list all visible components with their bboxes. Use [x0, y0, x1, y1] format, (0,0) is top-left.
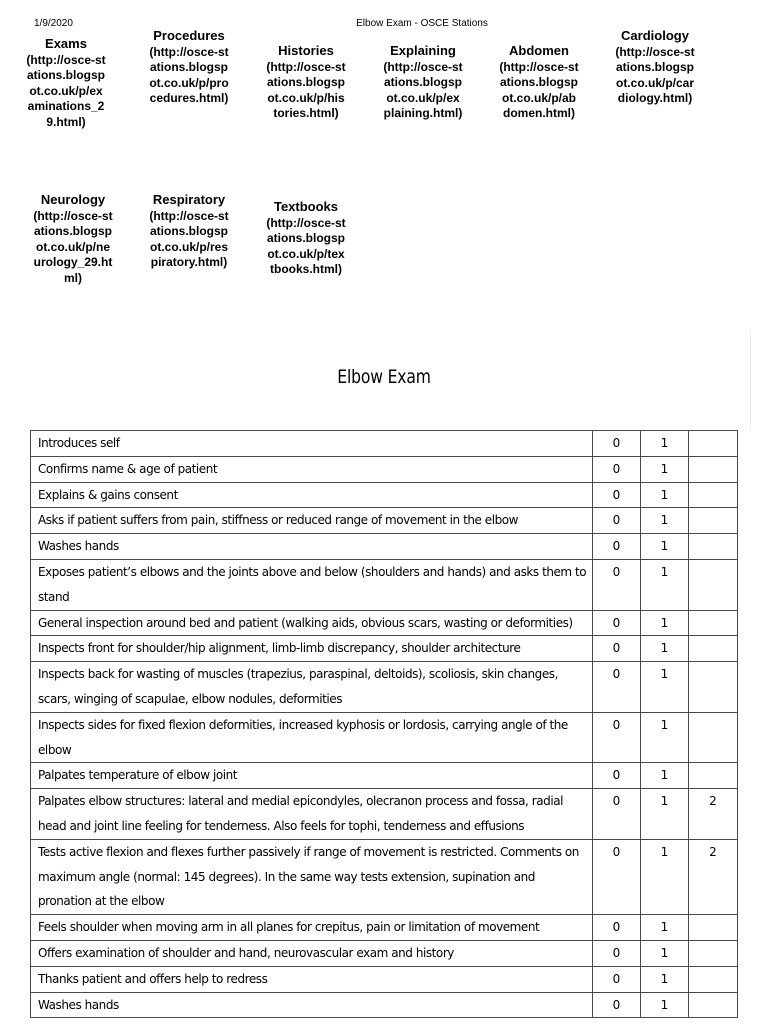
nav-link-url: (http://osce-stations.blogspot.co.uk/p/abdomen.html) — [499, 59, 579, 120]
score-2-cell — [689, 712, 738, 763]
score-1-cell: 1 — [641, 992, 689, 1018]
score-1-cell: 1 — [641, 482, 689, 508]
nav-link-label: Histories — [278, 43, 334, 58]
page-title: Elbow Exam — [337, 366, 431, 388]
table-row — [31, 789, 738, 840]
print-title: Elbow Exam - OSCE Stations — [356, 18, 488, 29]
step-text: Asks if patient suffers from pain, stiffness or reduced range of movement in the elbow — [31, 508, 593, 534]
nav-link-label: Textbooks — [273, 199, 339, 214]
score-2-cell — [689, 763, 738, 789]
nav-link-label: Exams — [45, 36, 87, 51]
table-row — [31, 610, 738, 636]
score-0-cell: 0 — [593, 839, 641, 914]
table-row — [31, 534, 738, 560]
table-row — [31, 763, 738, 789]
nav-link-url: (http://osce-stations.blogspot.co.uk/p/histories.html) — [266, 59, 346, 120]
step-text: Feels shoulder when moving arm in all planes for crepitus, pain or limitation of movement — [31, 915, 593, 941]
nav-link-url: (http://osce-stations.blogspot.co.uk/p/respiratory.html) — [149, 208, 229, 269]
score-2-cell: 2 — [689, 839, 738, 914]
step-text: Offers examination of shoulder and hand, neurovascular exam and history — [31, 940, 593, 966]
table-row — [31, 940, 738, 966]
nav-link-label: Explaining — [390, 43, 456, 58]
score-2-cell — [689, 662, 738, 713]
nav-link-url: (http://osce-stations.blogspot.co.uk/p/explaining.html) — [383, 59, 463, 120]
nav-link-histories[interactable] — [266, 43, 346, 122]
nav-link-label: Procedures — [153, 28, 225, 43]
nav-link-cardiology[interactable] — [615, 28, 695, 107]
score-0-cell: 0 — [593, 534, 641, 560]
step-text: Palpates temperature of elbow joint — [31, 763, 593, 789]
step-text: Tests active flexion and flexes further passively if range of movement is restricted. Comments on maximum angle (normal: 145 degrees). In the same way tests extension, supination and pronation at the elbow — [31, 839, 593, 914]
score-0-cell: 0 — [593, 915, 641, 941]
nav-link-url: (http://osce-stations.blogspot.co.uk/p/neurology_29.html) — [33, 208, 113, 285]
step-text: Washes hands — [31, 534, 593, 560]
step-text: Confirms name & age of patient — [31, 456, 593, 482]
step-text: Explains & gains consent — [31, 482, 593, 508]
score-1-cell: 1 — [641, 763, 689, 789]
table-row — [31, 992, 738, 1018]
nav-link-exams[interactable] — [26, 36, 106, 130]
score-0-cell: 0 — [593, 610, 641, 636]
score-2-cell — [689, 431, 738, 457]
nav-link-procedures[interactable] — [149, 28, 229, 107]
score-1-cell: 1 — [641, 431, 689, 457]
score-2-cell — [689, 482, 738, 508]
nav-link-url: (http://osce-stations.blogspot.co.uk/p/procedures.html) — [149, 44, 229, 105]
print-date: 1/9/2020 — [34, 18, 73, 29]
score-1-cell: 1 — [641, 839, 689, 914]
score-1-cell: 1 — [641, 559, 689, 610]
table-row — [31, 839, 738, 914]
checklist-table — [30, 430, 738, 1018]
table-row — [31, 559, 738, 610]
nav-link-label: Respiratory — [152, 192, 226, 207]
step-text: Thanks patient and offers help to redress — [31, 966, 593, 992]
score-2-cell — [689, 992, 738, 1018]
score-1-cell: 1 — [641, 508, 689, 534]
score-2-cell — [689, 940, 738, 966]
table-row — [31, 482, 738, 508]
score-2-cell — [689, 610, 738, 636]
score-0-cell: 0 — [593, 482, 641, 508]
score-1-cell: 1 — [641, 456, 689, 482]
table-row — [31, 662, 738, 713]
score-2-cell — [689, 966, 738, 992]
table-row — [31, 966, 738, 992]
score-2-cell — [689, 534, 738, 560]
nav-link-abdomen[interactable] — [499, 43, 579, 122]
score-0-cell: 0 — [593, 789, 641, 840]
table-row — [31, 508, 738, 534]
nav-link-respiratory[interactable] — [149, 192, 229, 271]
nav-link-url: (http://osce-stations.blogspot.co.uk/p/examinations_29.html) — [26, 52, 106, 129]
step-text: Introduces self — [31, 431, 593, 457]
score-0-cell: 0 — [593, 636, 641, 662]
table-row — [31, 636, 738, 662]
table-row — [31, 456, 738, 482]
score-1-cell: 1 — [641, 789, 689, 840]
step-text: Inspects front for shoulder/hip alignment, limb-limb discrepancy, shoulder architecture — [31, 636, 593, 662]
step-text: Inspects sides for fixed flexion deformities, increased kyphosis or lordosis, carrying angle of the elbow — [31, 712, 593, 763]
score-1-cell: 1 — [641, 636, 689, 662]
score-0-cell: 0 — [593, 763, 641, 789]
score-1-cell: 1 — [641, 610, 689, 636]
score-2-cell — [689, 636, 738, 662]
nav-link-url: (http://osce-stations.blogspot.co.uk/p/cardiology.html) — [615, 44, 695, 105]
score-2-cell: 2 — [689, 789, 738, 840]
score-2-cell — [689, 559, 738, 610]
step-text: Washes hands — [31, 992, 593, 1018]
score-0-cell: 0 — [593, 559, 641, 610]
score-1-cell: 1 — [641, 712, 689, 763]
nav-link-neurology[interactable] — [33, 192, 113, 286]
step-text: Palpates elbow structures: lateral and medial epicondyles, olecranon process and fossa, radial head and joint line feeling for tenderness. Also feels for tophi, tenderness and effusions — [31, 789, 593, 840]
score-0-cell: 0 — [593, 431, 641, 457]
step-text: Exposes patient’s elbows and the joints above and below (shoulders and hands) and asks them to stand — [31, 559, 593, 610]
score-1-cell: 1 — [641, 940, 689, 966]
nav-link-explaining[interactable] — [383, 43, 463, 122]
step-text: Inspects back for wasting of muscles (trapezius, paraspinal, deltoids), scoliosis, skin changes, scars, winging of scapulae, elbow nodules, deformities — [31, 662, 593, 713]
score-0-cell: 0 — [593, 456, 641, 482]
nav-link-url: (http://osce-stations.blogspot.co.uk/p/textbooks.html) — [266, 215, 346, 276]
score-2-cell — [689, 915, 738, 941]
score-0-cell: 0 — [593, 966, 641, 992]
table-row — [31, 431, 738, 457]
score-0-cell: 0 — [593, 992, 641, 1018]
score-1-cell: 1 — [641, 534, 689, 560]
score-1-cell: 1 — [641, 662, 689, 713]
nav-link-label: Cardiology — [621, 28, 689, 43]
score-0-cell: 0 — [593, 712, 641, 763]
score-0-cell: 0 — [593, 662, 641, 713]
nav-link-label: Neurology — [40, 192, 106, 207]
score-0-cell: 0 — [593, 508, 641, 534]
score-2-cell — [689, 456, 738, 482]
divider-line — [750, 330, 751, 430]
score-0-cell: 0 — [593, 940, 641, 966]
nav-link-label: Abdomen — [509, 43, 569, 58]
table-row — [31, 915, 738, 941]
table-row — [31, 712, 738, 763]
nav-link-textbooks[interactable] — [266, 199, 346, 278]
score-1-cell: 1 — [641, 966, 689, 992]
score-1-cell: 1 — [641, 915, 689, 941]
score-2-cell — [689, 508, 738, 534]
step-text: General inspection around bed and patient (walking aids, obvious scars, wasting or deformities) — [31, 610, 593, 636]
